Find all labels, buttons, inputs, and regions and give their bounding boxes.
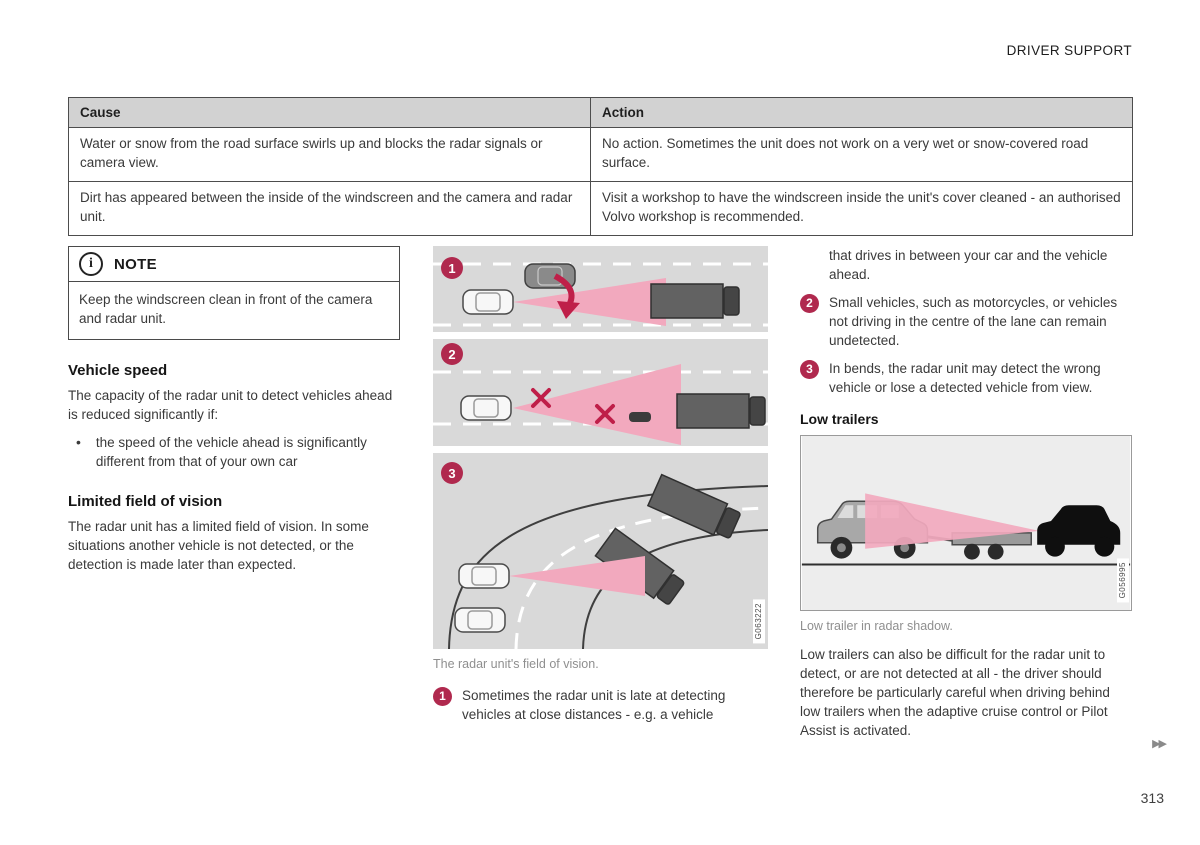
column-header-action: Action — [591, 98, 1133, 128]
figure-marker-2: 2 — [441, 343, 463, 365]
low-trailers-body: Low trailers can also be difficult for the radar unit to detect, or are not detected at all - the driver should therefore be particularly careful when driving behind low trailers when the adaptive cruise control or Pilot Assist is activated. — [800, 647, 1110, 738]
section-heading-low-trailers: Low trailers — [800, 411, 879, 427]
own-car-icon — [461, 396, 511, 420]
cause-action-table — [68, 97, 1133, 236]
figure-marker-1: 1 — [441, 257, 463, 279]
figure-caption: The radar unit's field of vision. — [433, 657, 599, 671]
table-row — [69, 182, 1133, 236]
page-number: 313 — [1140, 790, 1164, 806]
item-number-badge: 3 — [800, 360, 819, 379]
limited-field-body: The radar unit has a limited field of vision. In some situations another vehicle is not detected, or the detection is made later than expected. — [68, 519, 369, 572]
numbered-item-1 — [433, 686, 768, 724]
section-heading-limited-field: Limited field of vision — [68, 493, 223, 510]
item-text: Small vehicles, such as motorcycles, or vehicles not driving in the centre of the lane can remain undetected. — [829, 295, 1118, 348]
item-number-badge: 2 — [800, 294, 819, 313]
item-text: In bends, the radar unit may detect the wrong vehicle or lose a detected vehicle from view. — [829, 361, 1101, 395]
middle-column — [433, 246, 768, 724]
numbered-item-2 — [800, 293, 1132, 350]
table-row — [69, 128, 1133, 182]
cause-cell: Dirt has appeared between the inside of the windscreen and the camera and radar unit. — [69, 182, 591, 236]
figure-caption: Low trailer in radar shadow. — [800, 619, 953, 633]
note-header — [69, 247, 399, 282]
own-car-icon — [463, 290, 513, 314]
note-box — [68, 246, 400, 340]
note-title: NOTE — [114, 255, 157, 273]
numbered-item-3 — [800, 359, 1132, 397]
figure-code: G056995 — [1117, 558, 1129, 602]
fov-illustration — [433, 246, 768, 649]
cause-cell: Water or snow from the road surface swirls up and blocks the radar signals or camera view. — [69, 128, 591, 182]
item-number-badge: 1 — [433, 687, 452, 706]
figure-code: G063222 — [753, 599, 765, 643]
truck-icon — [677, 394, 765, 428]
low-trailer-illustration — [801, 436, 1131, 610]
section-heading-vehicle-speed: Vehicle speed — [68, 362, 168, 379]
bullet-item — [68, 433, 400, 471]
low-trailer-figure — [800, 435, 1132, 611]
page-header: DRIVER SUPPORT — [1006, 43, 1132, 58]
motorcycle-icon — [629, 412, 651, 422]
action-cell: No action. Sometimes the unit does not work on a very wet or snow-covered road surface. — [591, 128, 1133, 182]
vehicle-speed-intro: The capacity of the radar unit to detect vehicles ahead is reduced significantly if: — [68, 388, 393, 422]
left-column — [68, 246, 400, 574]
bullet-text: • the speed of the vehicle ahead is significantly different from that of your own car — [95, 435, 367, 469]
note-body: Keep the windscreen clean in front of the camera and radar unit. — [79, 292, 373, 326]
table-header-row — [69, 98, 1133, 128]
fov-figure — [433, 246, 768, 649]
truck-icon — [651, 284, 739, 318]
other-car-icon — [455, 608, 505, 632]
info-icon: i — [79, 252, 103, 276]
action-cell: Visit a workshop to have the windscreen inside the unit's cover cleaned - an authorised Volvo workshop is recommended. — [591, 182, 1133, 236]
continue-next-page-icon: ▶▶ — [1152, 738, 1165, 750]
item-1-continuation: that drives in between your car and the vehicle ahead. — [829, 248, 1108, 282]
item-text: Sometimes the radar unit is late at detecting vehicles at close distances - e.g. a vehicle — [462, 688, 726, 722]
own-car-icon — [459, 564, 509, 588]
right-column — [800, 246, 1132, 740]
column-header-cause: Cause — [69, 98, 591, 128]
figure-marker-3: 3 — [441, 462, 463, 484]
